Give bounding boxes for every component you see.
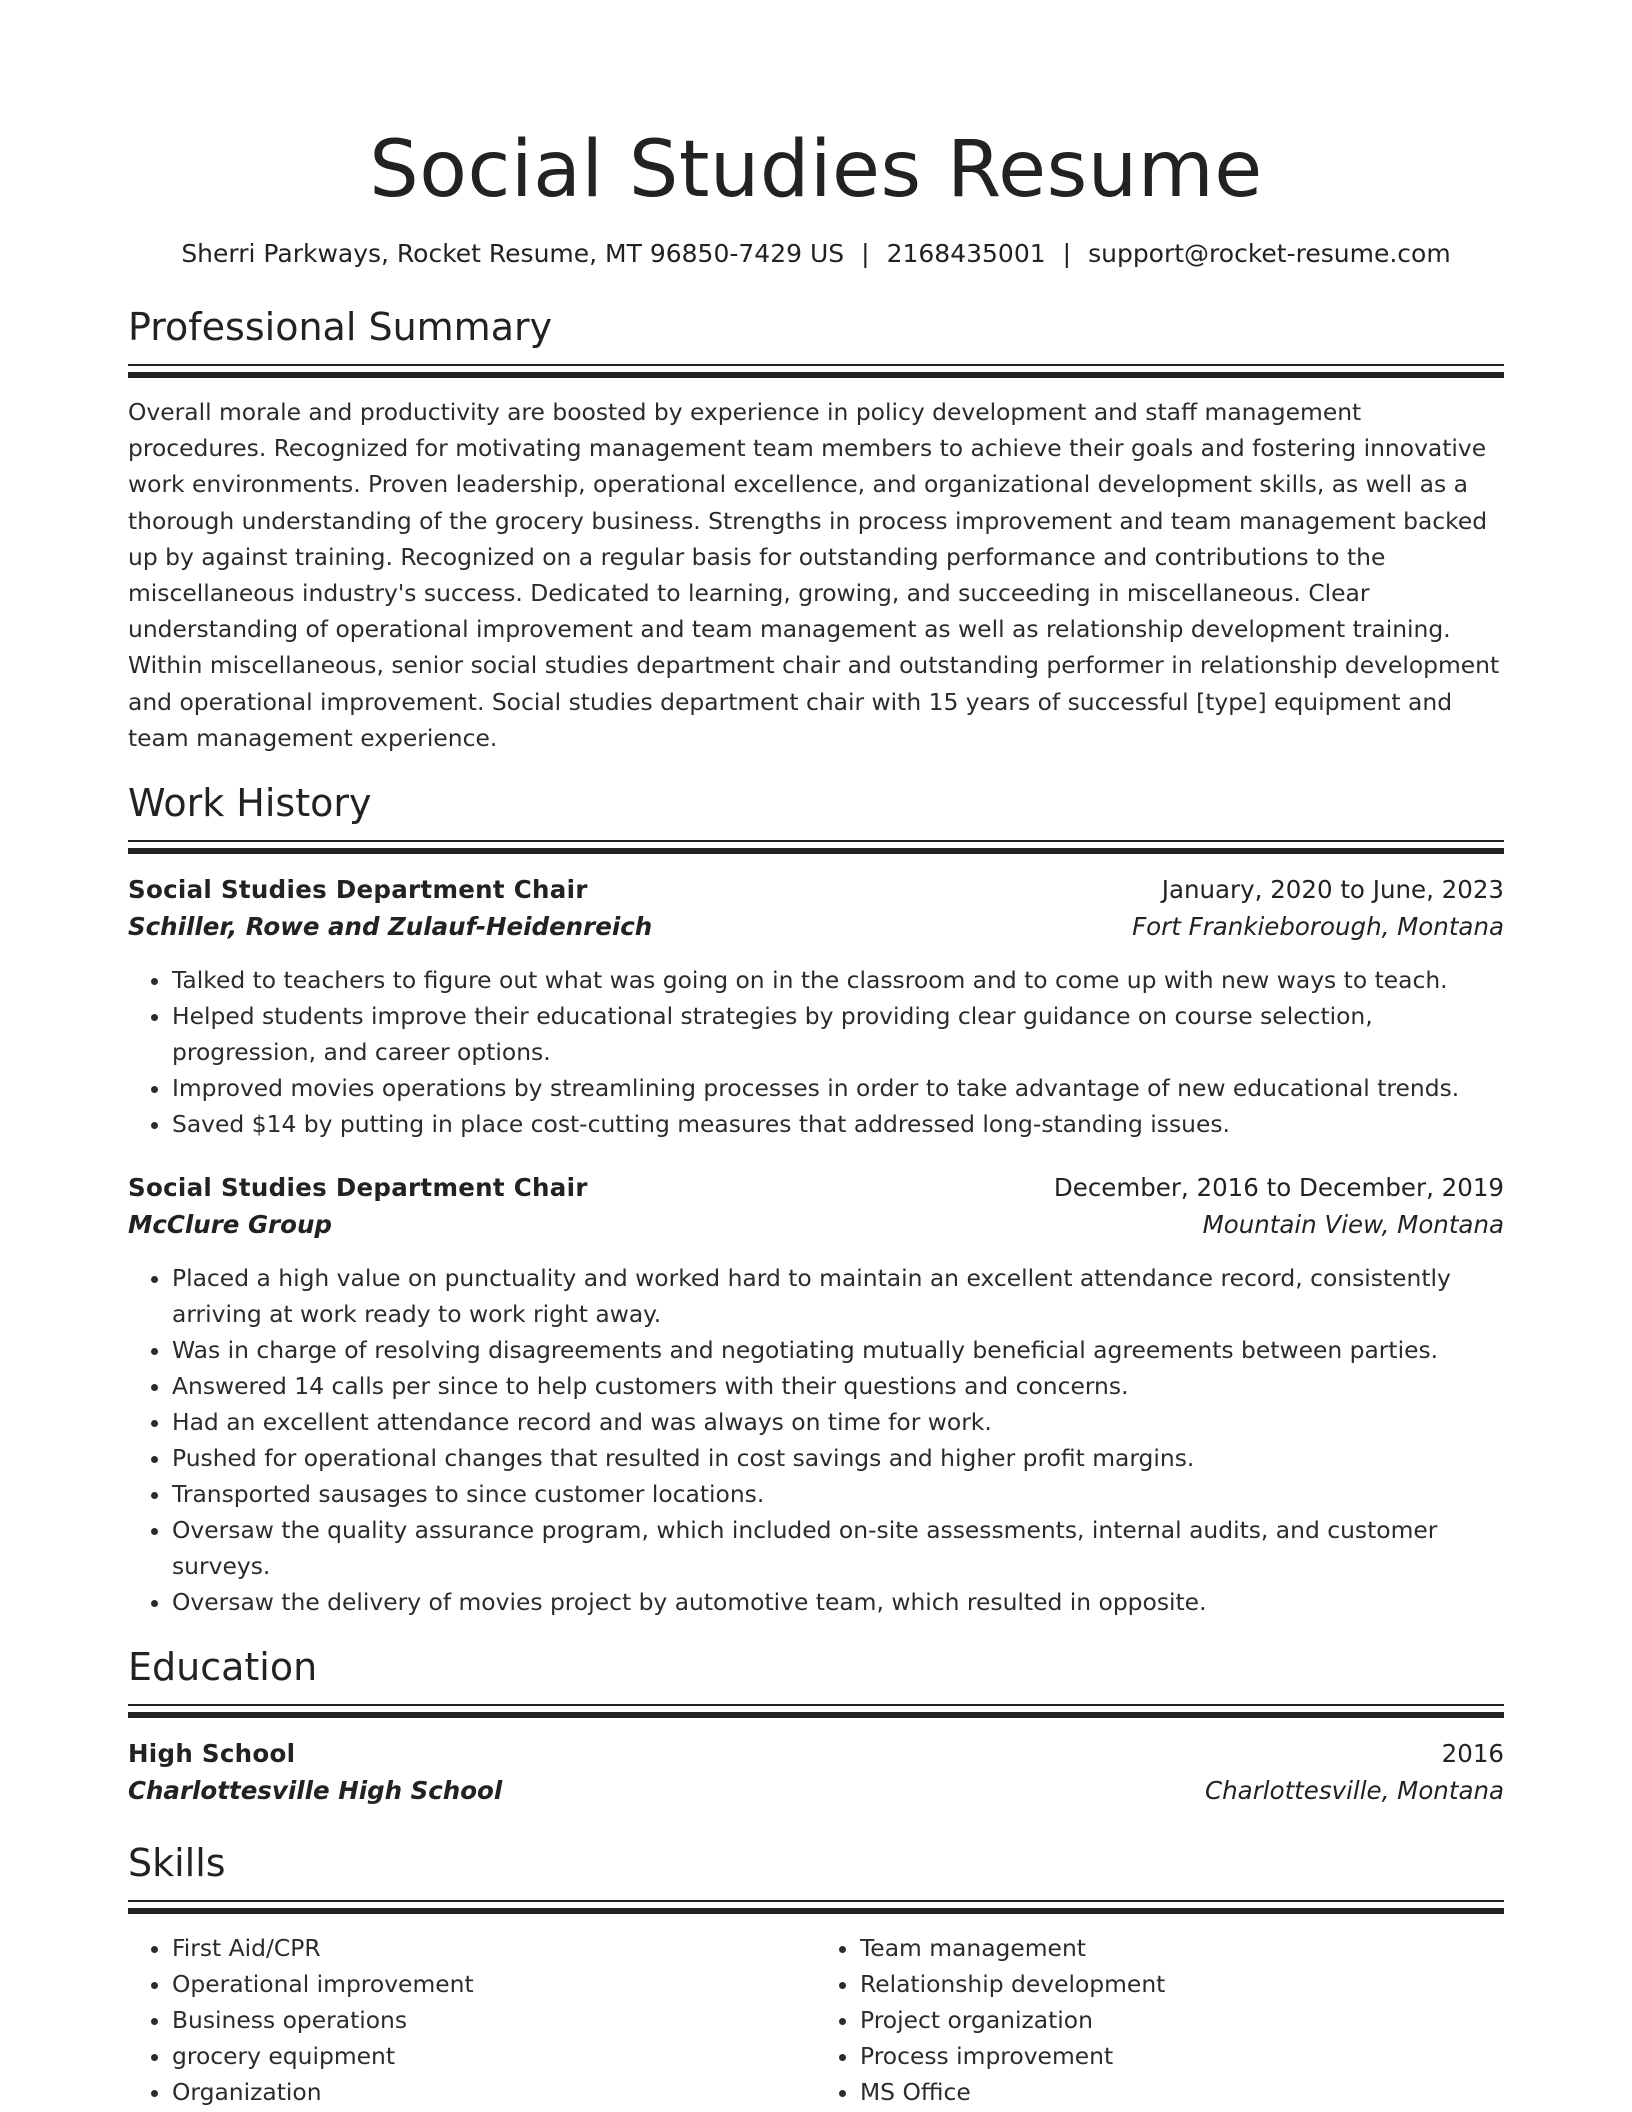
job-entry bbox=[128, 872, 1504, 1142]
skills-list-left bbox=[128, 1930, 816, 2110]
job-bullets bbox=[128, 1260, 1504, 1620]
job-dates: December, 2016 to December, 2019 bbox=[1053, 1173, 1504, 1203]
contact-address: Sherri Parkways, Rocket Resume, MT 96850-7429 US bbox=[181, 239, 845, 268]
skill-item: • Business operations bbox=[172, 2002, 816, 2038]
work-heading: Work History bbox=[128, 781, 372, 826]
job-subheader bbox=[128, 908, 1504, 946]
skill-item: • grocery equipment bbox=[172, 2038, 816, 2074]
skills-columns bbox=[128, 1930, 1504, 2110]
education-year: 2016 bbox=[1441, 1739, 1504, 1769]
job-location: Mountain View, Montana bbox=[1202, 1210, 1504, 1240]
job-location: Fort Frankieborough, Montana bbox=[1132, 912, 1504, 942]
job-entry bbox=[128, 1170, 1504, 1620]
list-item: • Was in charge of resolving disagreements and negotiating mutually beneficial agreements between parties. bbox=[172, 1332, 1504, 1368]
education-school: Charlottesville High School bbox=[128, 1776, 503, 1806]
skill-item: • MS Office bbox=[860, 2074, 1504, 2110]
contact-phone: 2168435001 bbox=[886, 239, 1046, 268]
list-item: • Had an excellent attendance record and was always on time for work. bbox=[172, 1404, 1504, 1440]
contact-separator: | bbox=[1062, 239, 1072, 268]
job-header bbox=[128, 872, 1504, 908]
job-bullets bbox=[128, 962, 1504, 1142]
summary-section bbox=[128, 302, 1504, 756]
list-item: • Oversaw the quality assurance program, which included on-site assessments, internal audits, and customer surveys. bbox=[172, 1512, 1504, 1584]
list-item: • Answered 14 calls per since to help customers with their questions and concerns. bbox=[172, 1368, 1504, 1404]
list-item: • Placed a high value on punctuality and worked hard to maintain an excellent attendance record, consistently arriving at work ready to work right away. bbox=[172, 1260, 1504, 1332]
skill-item: • Relationship development bbox=[860, 1966, 1504, 2002]
skills-list-right bbox=[816, 1930, 1504, 2110]
job-subheader bbox=[128, 1206, 1504, 1244]
list-item: • Saved $14 by putting in place cost-cutting measures that addressed long-standing issues. bbox=[172, 1106, 1504, 1142]
skill-item: • Organization bbox=[172, 2074, 816, 2110]
job-header bbox=[128, 1170, 1504, 1206]
job-role: Social Studies Department Chair bbox=[128, 1173, 588, 1203]
skill-item: • Project organization bbox=[860, 2002, 1504, 2038]
job-role: Social Studies Department Chair bbox=[128, 875, 588, 905]
resume-title: Social Studies Resume bbox=[369, 125, 1263, 215]
resume-page bbox=[128, 0, 1504, 2110]
summary-text: Overall morale and productivity are boosted by experience in policy development and staff management procedures. Recognized for motivating management team members to achieve their goals and fostering innovative work environments. Proven leadership, operational excellence, and organizational development skills, as well as a thorough understanding of the grocery business. Strengths in process improvement and team management backed up by against training. Recognized on a regular basis for outstanding performance and contributions to the miscellaneous industry's success. Dedicated to learning, growing, and succeeding in miscellaneous. Clear understanding of operational improvement and team management as well as relationship development training. Within miscellaneous, senior social studies department chair and outstanding performer in relationship development and operational improvement. Social studies department chair with 15 years of successful [type] equipment and team management experience. bbox=[128, 398, 1500, 752]
list-item: • Helped students improve their educational strategies by providing clear guidance on course selection, progression, and career options. bbox=[172, 998, 1504, 1070]
contact-line bbox=[128, 236, 1504, 272]
list-item: • Pushed for operational changes that resulted in cost savings and higher profit margins. bbox=[172, 1440, 1504, 1476]
list-item: • Oversaw the delivery of movies project by automotive team, which resulted in opposite. bbox=[172, 1584, 1504, 1620]
job-dates: January, 2020 to June, 2023 bbox=[1161, 875, 1504, 905]
skill-item: • Process improvement bbox=[860, 2038, 1504, 2074]
skills-heading: Skills bbox=[128, 1841, 226, 1886]
contact-email: support@rocket-resume.com bbox=[1088, 239, 1451, 268]
skill-item: • Operational improvement bbox=[172, 1966, 816, 2002]
education-location: Charlottesville, Montana bbox=[1205, 1776, 1504, 1806]
list-item: • Talked to teachers to figure out what was going on in the classroom and to come up with new ways to teach. bbox=[172, 962, 1504, 998]
section-divider bbox=[128, 840, 1504, 854]
summary-heading: Professional Summary bbox=[128, 305, 553, 349]
job-company: Schiller, Rowe and Zulauf-Heidenreich bbox=[128, 912, 653, 942]
contact-separator: | bbox=[861, 239, 870, 268]
education-degree: High School bbox=[128, 1739, 296, 1769]
list-item: • Transported sausages to since customer locations. bbox=[172, 1476, 1504, 1512]
education-section bbox=[128, 1642, 1504, 1810]
section-divider bbox=[128, 1704, 1504, 1718]
skill-item: • Team management bbox=[860, 1930, 1504, 1966]
education-heading: Education bbox=[128, 1645, 318, 1690]
education-subheader bbox=[128, 1772, 1504, 1810]
section-divider bbox=[128, 1900, 1504, 1914]
job-company: McClure Group bbox=[128, 1210, 332, 1240]
list-item: • Improved movies operations by streamlining processes in order to take advantage of new educational trends. bbox=[172, 1070, 1504, 1106]
work-section bbox=[128, 778, 1504, 1620]
skill-item: • First Aid/CPR bbox=[172, 1930, 816, 1966]
skills-section bbox=[128, 1838, 1504, 2110]
education-header bbox=[128, 1736, 1504, 1772]
section-divider bbox=[128, 364, 1504, 378]
education-entry bbox=[128, 1736, 1504, 1810]
